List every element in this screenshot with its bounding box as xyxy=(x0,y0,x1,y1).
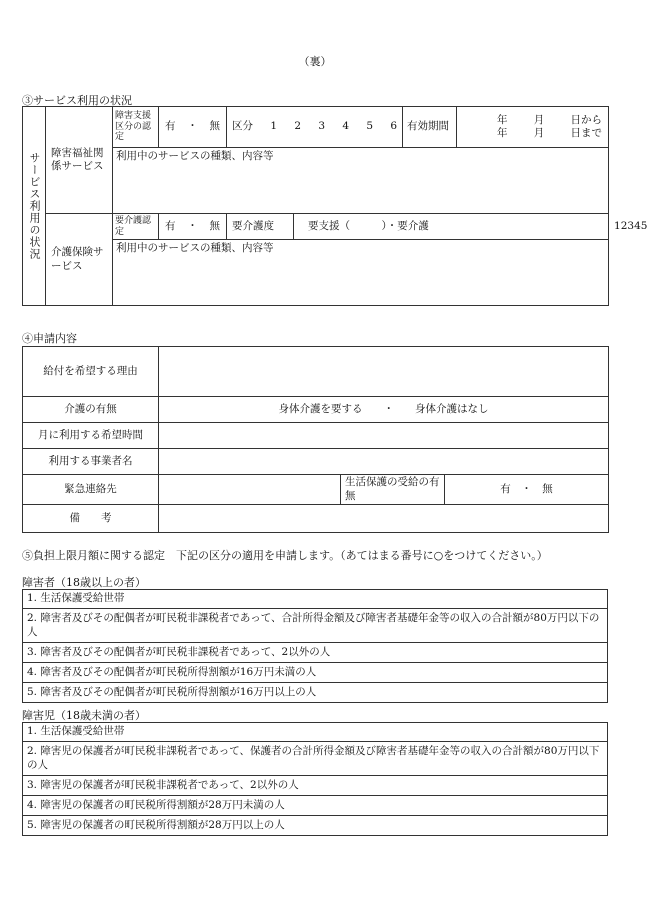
date-year: 年 xyxy=(497,127,508,139)
kubun-number: 2 xyxy=(294,120,301,133)
care-usage-field[interactable] xyxy=(113,240,609,306)
adult-category-label: 障害者（18歳以上の者） xyxy=(22,576,146,589)
presence-no: 無 xyxy=(209,120,220,133)
care-usage-label: 利用中のサービスの種類、内容等 xyxy=(116,242,274,254)
emergency-contact-label: 緊急連絡先 xyxy=(23,475,159,505)
service-usage-table xyxy=(22,106,647,306)
welfare-cert-presence[interactable] xyxy=(159,107,227,148)
section5-title: ⑤負担上限月額に関する認定 下記の区分の適用を申請します。（あてはまる番号に○をつけてください。） xyxy=(22,549,548,562)
care-number: 5 xyxy=(640,219,647,232)
kubun-label: 区分 xyxy=(232,120,253,133)
adult-option-5[interactable]: 5. 障害者及びその配偶者が町民税所得割額が16万円以上の人 xyxy=(23,683,608,703)
page-label: （裏） xyxy=(298,55,332,68)
date-month: 月 xyxy=(533,113,545,126)
remarks-field[interactable] xyxy=(159,505,609,533)
date-from: 日から xyxy=(570,113,602,126)
kubun-number: 3 xyxy=(318,120,325,133)
presence-dot: ・ xyxy=(187,219,198,232)
provider-field[interactable] xyxy=(159,449,609,475)
reason-label: 給付を希望する理由 xyxy=(23,347,159,397)
child-option-2[interactable]: 2. 障害児の保護者が町民税非課税者であって、保護者の合計所得金額及び障害者基礎年金等の収入の合計額が80万円以下の人 xyxy=(23,742,608,776)
application-table xyxy=(22,346,609,533)
validity-dates[interactable] xyxy=(457,107,609,148)
date-to: 日まで xyxy=(570,127,602,139)
welfare-usage-label: 利用中のサービスの種類、内容等 xyxy=(116,150,274,162)
welfare-receipt-options[interactable]: 有 ・ 無 xyxy=(445,475,609,505)
care-cert-presence[interactable] xyxy=(159,214,227,240)
adult-options-table xyxy=(22,589,608,703)
child-option-5[interactable]: 5. 障害児の保護者の町民税所得割額が28万円以上の人 xyxy=(23,816,608,836)
care-level-label: 要介護度 xyxy=(227,214,294,239)
hours-field[interactable] xyxy=(159,423,609,449)
presence-dot: ・ xyxy=(187,120,198,133)
section3-title: ③サービス利用の状況 xyxy=(22,94,132,107)
care-number: 1 xyxy=(614,219,621,232)
child-option-4[interactable]: 4. 障害児の保護者の町民税所得割額が28万円未満の人 xyxy=(23,796,608,816)
care-presence-options[interactable]: 身体介護を要する ・ 身体介護はなし xyxy=(159,397,609,423)
presence-yes: 有 xyxy=(165,219,176,232)
welfare-usage-field[interactable] xyxy=(113,148,609,214)
emergency-contact-field[interactable] xyxy=(159,475,341,505)
adult-option-4[interactable]: 4. 障害者及びその配偶者が町民税所得割額が16万円未満の人 xyxy=(23,663,608,683)
adult-option-1[interactable]: 1. 生活保護受給世帯 xyxy=(23,590,608,609)
kubun-number: 4 xyxy=(342,120,349,133)
welfare-service-label: 障害福祉関係サービス xyxy=(46,107,113,214)
kubun-cell[interactable] xyxy=(227,107,403,148)
care-shien-text: 要支援（ ）・要介護 xyxy=(308,219,429,232)
care-number: 2 xyxy=(620,219,628,232)
provider-label: 利用する事業者名 xyxy=(23,449,159,475)
hours-label: 月に利用する希望時間 xyxy=(23,423,159,449)
date-year: 年 xyxy=(497,113,508,126)
care-service-label: 介護保険サービス xyxy=(46,214,113,306)
care-cert-label: 要介護認定 xyxy=(113,214,159,240)
reason-field[interactable] xyxy=(159,347,609,397)
care-number: 4 xyxy=(634,219,641,232)
validity-label: 有効期間 xyxy=(403,107,457,148)
welfare-receipt-label: 生活保護の受給の有無 xyxy=(341,475,445,505)
care-level-cell[interactable] xyxy=(227,214,609,240)
child-option-1[interactable]: 1. 生活保護受給世帯 xyxy=(23,723,608,742)
presence-no: 無 xyxy=(209,219,220,232)
remarks-label: 備 考 xyxy=(23,505,159,533)
kubun-number: 1 xyxy=(270,120,277,133)
adult-option-3[interactable]: 3. 障害者及びその配偶者が町民税非課税者であって、2以外の人 xyxy=(23,643,608,663)
child-option-3[interactable]: 3. 障害児の保護者が町民税非課税者であって、2以外の人 xyxy=(23,776,608,796)
kubun-number: 5 xyxy=(366,120,373,133)
child-options-table xyxy=(22,722,608,836)
care-number: 3 xyxy=(627,219,635,232)
service-usage-vertical-label: サービス利用の状況 xyxy=(23,107,46,306)
presence-yes: 有 xyxy=(165,120,176,133)
child-category-label: 障害児（18歳未満の者） xyxy=(22,709,146,722)
section4-title: ④申請内容 xyxy=(22,332,77,345)
disability-support-cert-label: 障害支援区分の認定 xyxy=(113,107,159,148)
adult-option-2[interactable]: 2. 障害者及びその配偶者が町民税非課税者であって、合計所得金額及び障害者基礎年金等の収入の合計額が80万円以下の人 xyxy=(23,609,608,643)
care-presence-label: 介護の有無 xyxy=(23,397,159,423)
kubun-number: 6 xyxy=(390,120,397,133)
date-month: 月 xyxy=(533,127,545,139)
